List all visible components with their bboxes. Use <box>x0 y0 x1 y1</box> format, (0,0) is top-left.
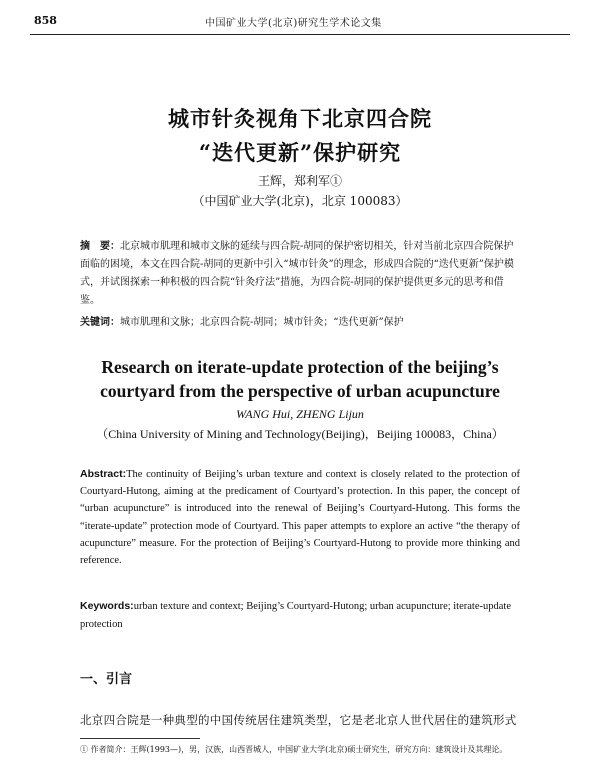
title-en-line1: Research on iterate-update protection of the beijing’s <box>101 357 499 377</box>
footnote: ① 作者简介：王辉(1993—)，男，汉族，山西晋城人，中国矿业大学(北京)硕士研究生，研究方向：建筑设计及其理论。 <box>80 745 508 754</box>
page-number: 858 <box>34 14 57 27</box>
header-rule <box>30 34 570 35</box>
keywords-en-text: urban texture and context; Beijing’s Courtyard-Hutong; urban acupuncture; iterate-update protection <box>80 601 511 630</box>
affiliation-en: （China University of Mining and Technology(Beijing)，Beijing 100083，China） <box>96 427 504 441</box>
abstract-cn <box>80 238 520 310</box>
keywords-cn-label: 关键词： <box>80 317 120 328</box>
keywords-cn <box>80 313 520 328</box>
title-en-line2: courtyard from the perspective of urban acupuncture <box>100 381 500 401</box>
footnote-rule <box>80 738 200 739</box>
section-heading: 一、引言 <box>80 672 133 687</box>
keywords-en <box>80 598 520 633</box>
abstract-en <box>80 466 520 569</box>
affiliation-cn: （中国矿业大学(北京)，北京 100083） <box>192 194 408 208</box>
abstract-en-text: The continuity of Beijing’s urban texture and context is closely related to the protection of Courtyard-Hutong, aiming at the predicament of Courtyard’s protection. In this paper, the concept of “urban acupuncture” is introduced into the renewal of Beijing’s Courtyard-Hutong. This forms the “iterate-update” protection mode of Courtyard. This paper attempts to explore an active “the therapy of acupuncture” measure. For the protection of Beijing’s Courtyard-Hutong to provide more thinking and reference. <box>80 469 520 567</box>
running-header: 中国矿业大学(北京)研究生学术论文集 <box>205 18 382 29</box>
keywords-cn-text: 城市肌理和文脉；北京四合院-胡同；城市针灸；“迭代更新”保护 <box>120 317 404 328</box>
title-cn-line2: “迭代更新”保护研究 <box>198 140 402 165</box>
authors-en: WANG Hui, ZHENG Lijun <box>236 407 364 421</box>
body-paragraph: 北京四合院是一种典型的中国传统居住建筑类型，它是老北京人世代居住的建筑形式 <box>80 713 517 727</box>
abstract-en-label: Abstract: <box>80 468 127 480</box>
abstract-cn-text: 北京城市肌理和城市文脉的延续与四合院-胡同的保护密切相关，针对当前北京四合院保护面临的困境，本文在四合院-胡同的更新中引入“城市针灸”的理念，形成四合院的“迭代更新”保护模式，并试图探索一种积极的四合院“针灸疗法”措施，为四合院-胡同的保护提供更多元的思考和借鉴。 <box>80 241 514 306</box>
abstract-cn-label: 摘 要： <box>80 241 120 252</box>
keywords-en-label: Keywords: <box>80 600 134 612</box>
title-cn-line1: 城市针灸视角下北京四合院 <box>168 106 432 131</box>
authors-cn: 王辉，郑利军① <box>257 174 342 188</box>
